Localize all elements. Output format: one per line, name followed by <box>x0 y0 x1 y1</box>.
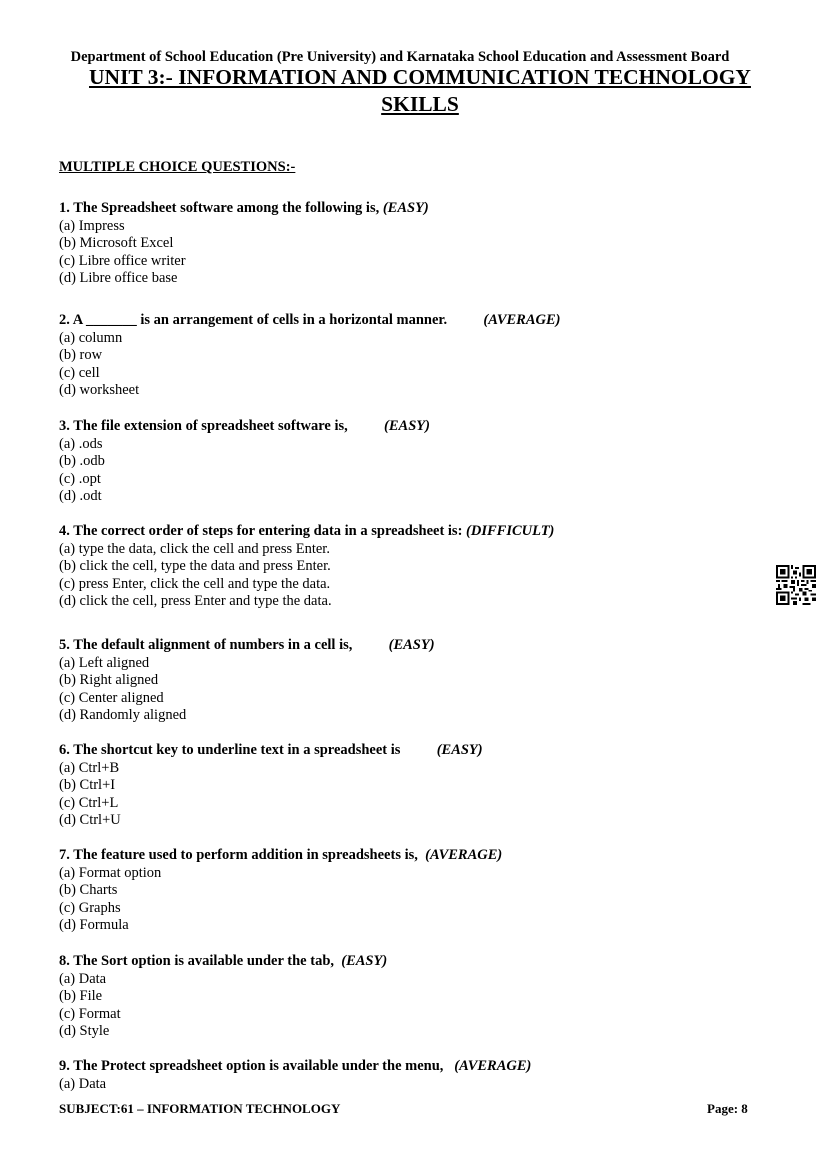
option: (b) Ctrl+I <box>59 777 116 794</box>
unit-title-line2: SKILLS <box>381 92 459 116</box>
question-2 <box>59 312 560 400</box>
difficulty-label: (EASY) <box>384 418 430 434</box>
footer-page-number: Page: 8 <box>707 1101 748 1116</box>
option: (d) Formula <box>59 917 129 934</box>
difficulty-label: (EASY) <box>388 637 435 653</box>
question-6 <box>59 742 483 830</box>
question-text: 7. The feature used to perform addition in spreadsheets is, (AVERAGE) <box>59 847 503 863</box>
section-title: MULTIPLE CHOICE QUESTIONS:- <box>59 159 296 175</box>
option: (c) .opt <box>59 470 101 487</box>
option: (a) Data <box>59 970 107 987</box>
option: (d) click the cell, press Enter and type the data. <box>59 593 332 610</box>
question-7 <box>59 847 502 935</box>
difficulty-label: (DIFFICULT) <box>466 523 555 539</box>
option: (c) Center aligned <box>59 689 164 706</box>
unit-title <box>20 64 820 118</box>
question-1 <box>59 200 429 288</box>
option: (b) File <box>59 988 103 1005</box>
option: (d) Ctrl+U <box>59 812 121 829</box>
question-4 <box>59 523 554 611</box>
option: (d) Style <box>59 1023 110 1040</box>
question-9 <box>59 1058 531 1093</box>
question-text: 2. A _______ is an arrangement of cells in a horizontal manner. (AVERAGE) <box>59 312 561 328</box>
option: (a) Ctrl+B <box>59 759 120 776</box>
option: (c) Format <box>59 1005 121 1022</box>
option: (a) Left aligned <box>59 654 150 671</box>
option: (b) Microsoft Excel <box>59 235 174 252</box>
option: (c) cell <box>59 364 100 381</box>
option: (a) column <box>59 329 123 346</box>
option: (c) Graphs <box>59 899 121 916</box>
option: (c) press Enter, click the cell and type the data. <box>59 575 331 592</box>
unit-title-line1: UNIT 3:- INFORMATION AND COMMUNICATION TECHNOLOGY <box>89 65 751 89</box>
option: (b) row <box>59 347 103 364</box>
department-header: Department of School Education (Pre University) and Karnataka School Education and Assessment Board <box>70 49 730 65</box>
difficulty-label: (AVERAGE) <box>483 312 561 328</box>
option: (b) click the cell, type the data and press Enter. <box>59 558 331 575</box>
option: (a) .ods <box>59 435 103 452</box>
question-text: 4. The correct order of steps for entering data in a spreadsheet is: (DIFFICULT) <box>59 523 555 539</box>
question-8 <box>59 953 387 1041</box>
difficulty-label: (AVERAGE) <box>454 1058 532 1074</box>
option: (c) Ctrl+L <box>59 794 119 811</box>
option: (d) Libre office base <box>59 270 178 287</box>
question-3 <box>59 418 430 506</box>
option: (a) Data <box>59 1075 107 1092</box>
question-text: 6. The shortcut key to underline text in a spreadsheet is (EASY) <box>59 742 483 758</box>
question-5 <box>59 637 435 725</box>
option: (a) Impress <box>59 217 125 234</box>
question-text: 5. The default alignment of numbers in a cell is, (EASY) <box>59 637 435 653</box>
difficulty-label: (EASY) <box>382 200 429 216</box>
option: (d) worksheet <box>59 382 140 399</box>
question-text: 9. The Protect spreadsheet option is available under the menu, (AVERAGE) <box>59 1058 532 1074</box>
question-text: 1. The Spreadsheet software among the following is, (EASY) <box>59 200 429 216</box>
difficulty-label: (AVERAGE) <box>425 847 503 863</box>
difficulty-label: (EASY) <box>341 953 388 969</box>
difficulty-label: (EASY) <box>436 742 483 758</box>
option: (b) Right aligned <box>59 672 159 689</box>
option: (d) Randomly aligned <box>59 707 187 724</box>
question-text: 8. The Sort option is available under the tab, (EASY) <box>59 953 388 969</box>
option: (a) type the data, click the cell and press Enter. <box>59 540 330 557</box>
option: (b) .odb <box>59 453 105 470</box>
footer-subject: SUBJECT:61 – INFORMATION TECHNOLOGY <box>59 1101 341 1116</box>
question-text: 3. The file extension of spreadsheet software is, (EASY) <box>59 418 430 434</box>
option: (c) Libre office writer <box>59 252 186 269</box>
qr-code-icon <box>776 565 816 605</box>
option: (d) .odt <box>59 488 102 505</box>
option: (a) Format option <box>59 864 162 881</box>
option: (b) Charts <box>59 882 118 899</box>
